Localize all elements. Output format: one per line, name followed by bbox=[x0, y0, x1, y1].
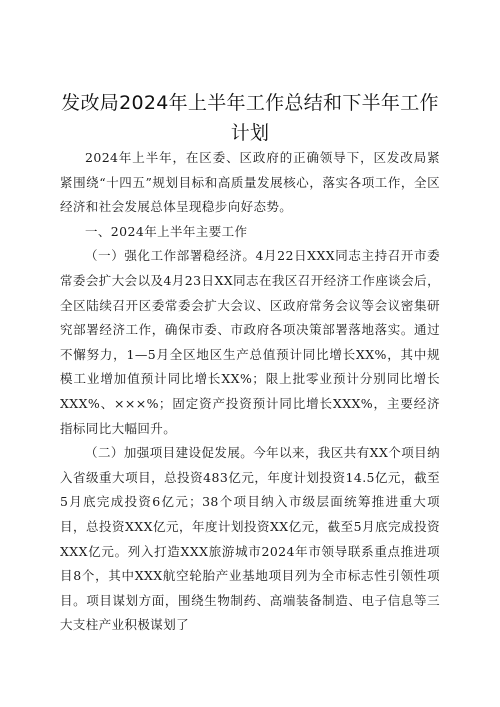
body-paragraph: （一）强化工作部署稳经济。4月22日XXX同志主持召开市委常委会扩大会以及4月23日XX同志在我区召开经济工作座谈会后，全区陆续召开区委常委会扩大会议、区政府常务会议等会议密集研究部署经济工作，确保市委、市政府各项决策部署落地落实。通过不懈努力，1—5月全区地区生产总值预计同比增长XX%，其中规模工业增加值预计同比增长XX%；限上批零业预计分别同比增长XXX%、×××%；固定资产投资预计同比增长XXX%，主要经济指标同比大幅回升。 bbox=[60, 248, 440, 436]
intro-paragraph: 2024年上半年，在区委、区政府的正确领导下，区发改局紧紧围绕“十四五”规划目标和高质量发展核心，落实各项工作，全区经济和社会发展总体呈现稳步向好态势。 bbox=[60, 150, 440, 215]
document-title: 发改局2024年上半年工作总结和下半年工作计划 bbox=[61, 92, 439, 144]
document-body bbox=[60, 146, 440, 638]
body-paragraph: （二）加强项目建设促发展。今年以来，我区共有XX个项目纳入省级重大项目，总投资483亿元，年度计划投资14.5亿元，截至5月底完成投资6亿元；38个项目纳入市级层面统筹推进重大项目，总投资XXX亿元，年度计划投资XX亿元，截至5月底完成投资XXX亿元。列入打造XXX旅游城市2024年市领导联系重点推进项目8个，其中XXX航空轮胎产业基地项目列为全市标志性引领性项目。项目谋划方面，围绕生物制药、高端装备制造、电子信息等三大支柱产业积极谋划了 bbox=[60, 445, 440, 633]
section-heading: 一、2024年上半年主要工作 bbox=[85, 223, 248, 239]
